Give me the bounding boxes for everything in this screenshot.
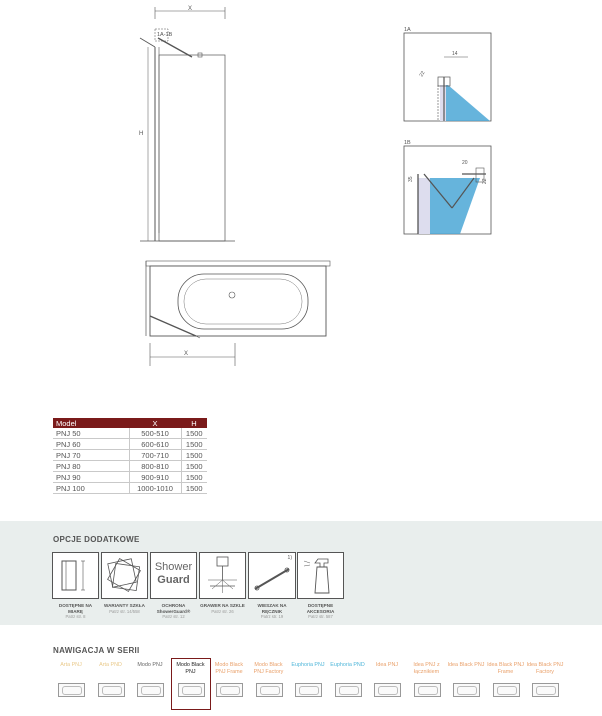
detail-1b-drawing: [400, 138, 495, 236]
accessories-icon: [297, 552, 344, 599]
glass-engraving-icon: [199, 552, 246, 599]
cell-model: PNJ 60: [53, 439, 129, 450]
spec-table: [53, 418, 207, 494]
detail-1a-label: 1A: [404, 27, 411, 33]
cell-h: 1500: [181, 483, 207, 494]
bathtub-thumbnail-icon: [293, 680, 323, 698]
nav-item[interactable]: [52, 662, 90, 698]
navigation-title: NAWIGACJA W SERII: [53, 646, 140, 655]
col-model: Model: [53, 418, 129, 428]
x-dimension-label: X: [188, 6, 193, 12]
nav-item[interactable]: [329, 662, 367, 698]
towel-holder-icon: [248, 552, 296, 599]
option-sub: Patrz str. 8: [65, 614, 86, 619]
option-sub: Patrz str. 19: [260, 614, 284, 619]
bathtub-thumbnail-icon: [176, 680, 206, 698]
bathtub: [150, 266, 326, 336]
table-row: [53, 483, 207, 494]
cell-h: 1500: [181, 461, 207, 472]
cell-model: PNJ 90: [53, 472, 129, 483]
cell-x: 900-910: [129, 472, 181, 483]
bathtub-thumbnail-icon: [412, 680, 442, 698]
option-accessories[interactable]: [297, 552, 344, 619]
detail-1a-drawing: [400, 25, 495, 123]
dim-22b: 22: [482, 178, 488, 184]
option-glass-variants[interactable]: [101, 552, 148, 614]
option-label: DOSTĘPNE NA MIARĘ: [58, 603, 93, 614]
nav-item[interactable]: [131, 662, 169, 698]
cell-model: PNJ 70: [53, 450, 129, 461]
dim-20: 20: [462, 160, 468, 166]
nav-item[interactable]: [171, 658, 211, 710]
nav-item-label: Idea PNJ: [375, 662, 399, 668]
nav-item[interactable]: [368, 662, 406, 698]
dim-35: 35: [408, 176, 414, 182]
nav-item-label: Modo Black PNJ Frame: [214, 662, 244, 675]
option-label: OCHRONA ShowerGuard®: [156, 603, 191, 614]
options-section: [0, 521, 602, 625]
bathtub-thumbnail-icon: [372, 680, 402, 698]
option-label: WIESZAK NA RĘCZNIK: [257, 603, 287, 614]
nav-item[interactable]: [289, 662, 327, 698]
nav-item[interactable]: [92, 662, 130, 698]
nav-item-label: Idea Black PNJ: [447, 662, 485, 668]
nav-item[interactable]: [408, 662, 446, 698]
nav-item[interactable]: [250, 662, 288, 698]
towel-note: 1): [287, 555, 292, 561]
custom-size-icon: [52, 552, 99, 599]
nav-item-label: Arta PNJ: [60, 662, 82, 668]
option-sub: Patrz str. 14/558: [109, 608, 140, 614]
option-custom-size[interactable]: [52, 552, 99, 619]
cell-x: 800-810: [129, 461, 181, 472]
option-label: WARIANTY SZKŁA: [103, 603, 145, 608]
table-row: [53, 428, 207, 439]
nav-item-label: Idea Black PNJ Frame: [487, 662, 524, 675]
detail-ref-label: 1A-1B: [157, 32, 173, 38]
cell-model: PNJ 100: [53, 483, 129, 494]
nav-item-label: Modo Black PNJ: [176, 662, 205, 675]
col-x: X: [129, 418, 181, 428]
table-row: [53, 439, 207, 450]
h-dimension-label: H: [139, 131, 144, 137]
showerguard-line2: Guard: [157, 574, 190, 586]
bathtub-thumbnail-icon: [491, 680, 521, 698]
nav-item-label: Arta PND: [99, 662, 122, 668]
table-row: [53, 450, 207, 461]
table-row: [53, 472, 207, 483]
cell-x: 600-610: [129, 439, 181, 450]
nav-item-label: Modo Black PNJ Factory: [253, 662, 284, 675]
wall-bracket: [158, 38, 192, 57]
plan-view-drawing: [138, 258, 336, 366]
showerguard-line1: Shower: [154, 561, 193, 573]
nav-item-label: Idea PNJ z łącznikiem: [413, 662, 440, 675]
nav-item-label: Euphoria PND: [330, 662, 365, 668]
bathtub-thumbnail-icon: [254, 680, 284, 698]
bathtub-thumbnail-icon: [214, 680, 244, 698]
col-h: H: [181, 418, 207, 428]
cell-model: PNJ 50: [53, 428, 129, 439]
option-engraving[interactable]: [199, 552, 246, 614]
option-towel-holder[interactable]: [248, 552, 296, 619]
bathtub-thumbnail-icon: [530, 680, 560, 698]
nav-item-label: Modo PNJ: [137, 662, 163, 668]
options-title: OPCJE DODATKOWE: [53, 535, 140, 544]
cell-x: 500-510: [129, 428, 181, 439]
dim-14: 14: [452, 51, 458, 57]
cell-h: 1500: [181, 450, 207, 461]
cell-x: 700-710: [129, 450, 181, 461]
bathtub-thumbnail-icon: [96, 680, 126, 698]
option-showerguard[interactable]: [150, 552, 197, 619]
nav-item-label: Euphoria PNJ: [291, 662, 325, 668]
table-row: [53, 461, 207, 472]
cell-h: 1500: [181, 472, 207, 483]
front-elevation-drawing: [130, 5, 240, 250]
option-label: DOSTĘPNE AKCESORIA: [306, 603, 335, 614]
cell-x: 1000-1010: [129, 483, 181, 494]
nav-item[interactable]: [526, 662, 564, 698]
plan-x-label: X: [184, 351, 189, 357]
table-header-row: [53, 418, 207, 428]
bathtub-thumbnail-icon: [135, 680, 165, 698]
dim-22: 22: [418, 70, 427, 78]
option-sub: Patrz str. 12: [162, 614, 185, 619]
bathtub-thumbnail-icon: [333, 680, 363, 698]
glass-panel: [159, 55, 225, 241]
option-sub: Patrz str. 26: [211, 608, 234, 614]
bathtub-thumbnail-icon: [56, 680, 86, 698]
showerguard-icon: [150, 552, 197, 599]
detail-1b-label: 1B: [404, 140, 411, 146]
nav-item[interactable]: [487, 662, 525, 698]
cell-model: PNJ 80: [53, 461, 129, 472]
bathtub-thumbnail-icon: [451, 680, 481, 698]
option-label: GRAWER NA SZKLE: [200, 603, 245, 608]
glass-variants-icon: [101, 552, 148, 599]
cell-h: 1500: [181, 428, 207, 439]
nav-item[interactable]: [447, 662, 485, 698]
nav-item[interactable]: [210, 662, 248, 698]
nav-item-label: Idea Black PNJ Factory: [526, 662, 564, 675]
cell-h: 1500: [181, 439, 207, 450]
option-sub: Patrz str. 587: [308, 614, 333, 619]
